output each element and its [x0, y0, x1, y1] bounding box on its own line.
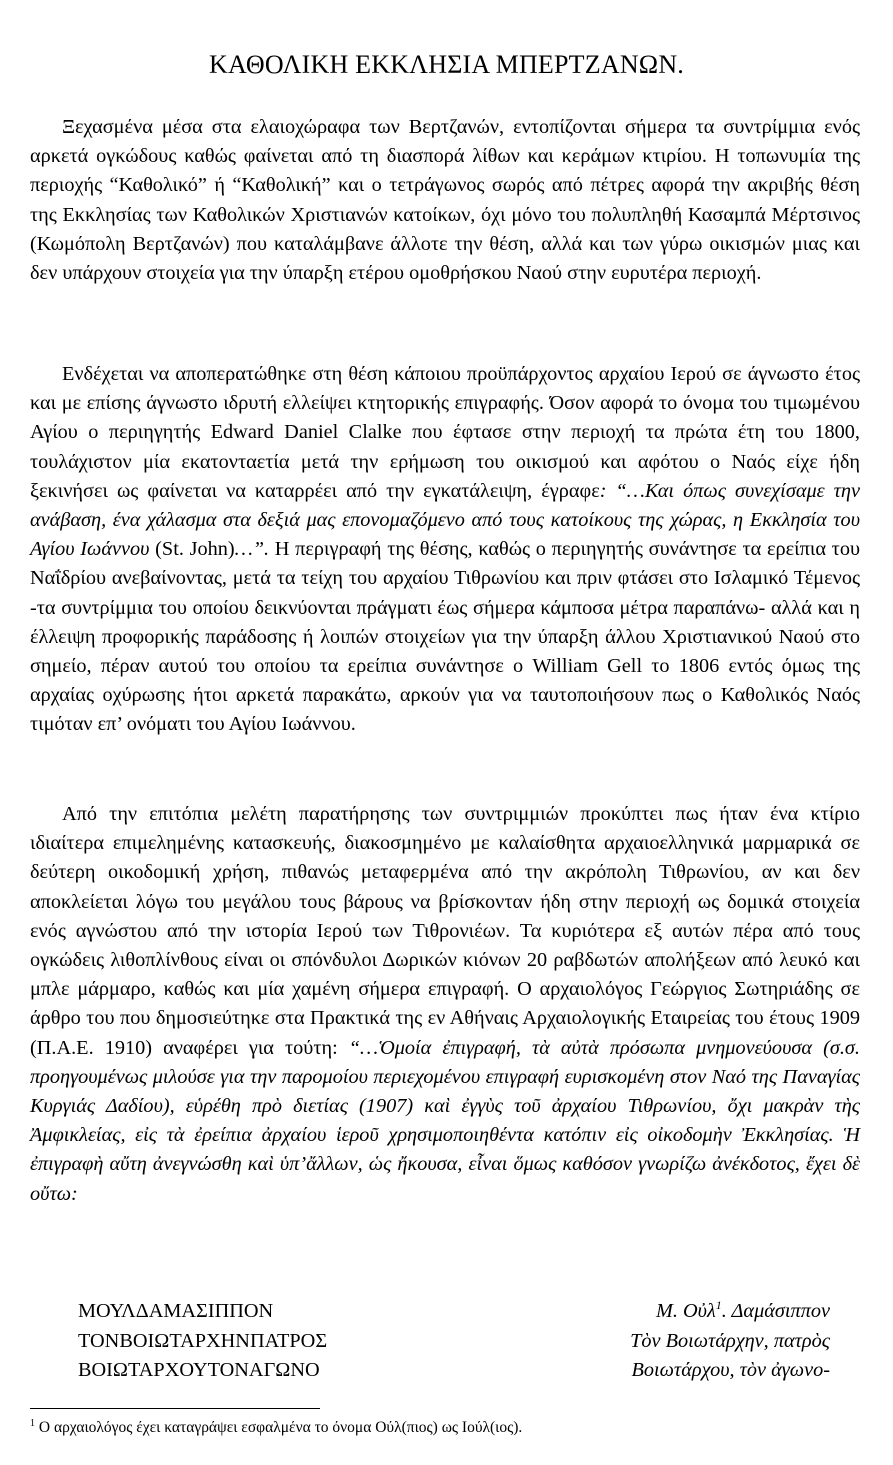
transcription-line-2: Τὸν Βοιωτάρχην, πατρὸς [630, 1329, 830, 1352]
sotiriadis-quote: “…Ὁμοία ἐπιγραφή, τὰ αὐτὰ πρόσωπα μνημονεύουσα (σ.σ. προηγουμένως μιλούσε για την παρομοίου περιεχομένου επιγραφή ευρισκομένη στον Ναό της Παναγίας Κυργιάς Δαδίου), εὑρέθη πρὸ διετίας (1907) καὶ ἐγγὺς τοῦ ἀρχαίου Τιθρωνίου, ὄχι μακρὰν τὴς Ἀμφικλείας, εἰς τὰ ἐρείπια ἀρχαίου ἱεροῦ χρησιμοποιηθέντα κατόπιν εἰς οἰκοδομὴν Ἐκκλησίας. Ἡ ἐπιγραφὴ αὔτη ἀνεγνώσθη καὶ ὑπ’ἄλλων, ὡς ἤκουσα, εἶναι ὅμως καθόσον γνωρίζω ἀνέκδοτος, ἔχει δὲ οὔτω: [30, 1036, 860, 1205]
inscription-line-1: ΜΟΥΛΔΑΜΑΣΙΠΠΟΝ [78, 1300, 274, 1322]
inscription-transcription [630, 1297, 830, 1386]
clarke-quote: : “…Και όπως συνεχίσαμε την ανάβαση, ένα χάλασμα στα δεξιά μας επονομαζόμενο από τους κατοίκους της χώρας, η Εκκλησία του Αγίου Ιωάννου [30, 479, 860, 561]
footnote-divider [30, 1408, 320, 1409]
paragraph-2 [30, 360, 860, 740]
st-john-text: (St. John) [149, 538, 235, 561]
footnote-marker: 1 [30, 1417, 35, 1429]
page-title: ΚΑΘΟΛΙΚΗ ΕΚΚΛΗΣΙΑ ΜΠΕΡΤΖΑΝΩΝ. [208, 50, 684, 79]
inscription-original [78, 1297, 327, 1386]
transcription-line-1-start: Μ. Οὐλ [655, 1300, 716, 1322]
paragraph-2-text: Ενδέχεται να αποπερατώθηκε στη θέση κάποιου προϋπάρχοντος αρχαίου Ιερού σε άγνωστο έτος και με επίσης άγνωστο ιδρυτή ελλείψει κτητορικής επιγραφής. Όσον αφορά το όνομα του τιμωμένου Αγίου ο περιηγητής Edward Daniel Clalke που έφτασε στην περιοχή τα πρώτα έτη του 1800, τουλάχιστον μία εκατονταετία μετά την ερήμωση του οικισμού και αφότου ο Ναός είχε ήδη ξεκινήσει ως φαίνεται να καταρρέει από την εγκατάλειψη, έγραφε [30, 363, 860, 502]
paragraph-3-text: Από την επιτόπια μελέτη παρατήρησης των συντριμμιών προκύπτει πως ήταν ένα κτίριο ιδιαίτερα επιμελημένης κατασκευής, διακοσμημένο με καλαίσθητα αρχαιοελληνικά μαρμαρικά σε δεύτερη οικοδομική χρήση, πιθανώς μεταφερμένα από την ακρόπολη Τιθρωνίου, αν και δεν αποκλείεται λόγω του μεγάλου τους βάρους να βρίσκονταν ήδη στην περιοχή ως δομικά στοιχεία ενός αγνώστου από την ιστορία Ιερού των Τιθρονιέων. Τα κυριότερα εξ αυτών πέρα από τους ογκώδεις λιθοπλίνθους είναι οι σπόνδυλοι Δωρικών κιόνων 20 ραβδωτών απολήξεων από λευκό και μπλε μάρμαρο, καθώς και μία χαμένη σήμερα επιγραφή. Ο αρχαιολόγος Γεώργιος Σωτηριάδης σε άρθρο του που δημοσιεύτηκε στα Πρακτικά της εν Αθήναις Αρχαιολογικής Εταιρείας του έτους 1909 (Π.Α.Ε. 1910) αναφέρει για τούτη: [30, 803, 860, 1059]
transcription-line-1-end: . Δαμάσιππον [721, 1300, 830, 1322]
transcription-line-1 [630, 1297, 830, 1327]
paragraph-3 [30, 800, 860, 1209]
footnote-reference[interactable]: 1 [715, 1298, 722, 1313]
transcription-line-3: Βοιωτάρχου, τὸν ἀγωνο- [631, 1359, 830, 1381]
inscription-line-2: ΤΟΝΒΟΙΩΤΑΡΧΗΝΠΑΤΡΟΣ [78, 1329, 328, 1352]
paragraph-2-continued: Η περιγραφή της θέσης, καθώς ο περιηγητής συνάντησε τα ερείπια του Ναΐδρίου ανεβαίνοντας, μετά τα τείχη του αρχαίου Τιθρωνίου και πριν φτάσει στο Ισλαμικό Τέμενος -τα συντρίμμια του οποίου δεικνύονται πράγματι έως σήμερα κάμποσα μέτρα παραπάνω- αλλά και η έλλειψη προφορικής παράδοσης ή λοιπών στοιχείων για την ύπαρξη άλλου Χριστιανικού Ναού στο σημείο, πέραν αυτού του οποίου τα ερείπια συνάντησε ο William Gell το 1806 εντός όμως της αρχαίας οχύρωσης ήτοι αρκετά παρακάτω, αρκούν για να ταυτοποιήσουν πως ο Καθολικός Ναός τιμόταν επ’ ονόματι του Αγίου Ιωάννου. [30, 538, 861, 736]
footnote [30, 1418, 522, 1438]
paragraph-1: Ξεχασμένα μέσα στα ελαιοχώραφα των Βερτζανών, εντοπίζονται σήμερα τα συντρίμμια ενός αρκετά ογκώδους καθώς φαίνεται από τη διασπορά λίθων και κεράμων κτιρίου. Η τοπωνυμία της περιοχής “Καθολικό” ή “Καθολική” και ο τετράγωνος σωρός από πέτρες αφορά την ακριβής θέση της Εκκλησίας των Καθολικών Χριστιανών κατοίκων, όχι μόνο του πολυπληθή Κασαμπά Μέρτσινος (Κωμόπολη Βερτζανών) που καταλάμβανε άλλοτε την θέση, αλλά και των γύρω οικισμών μιας και δεν υπάρχουν στοιχεία για την ύπαρξη ετέρου ομοθρήσκου Ναού στην ευρυτέρα περιοχή. [30, 116, 860, 285]
clarke-quote-end: …”. [234, 538, 270, 561]
inscription-line-3: ΒΟΙΩΤΑΡΧΟΥΤΟΝΑΓΩΝΟ [78, 1359, 320, 1381]
footnote-text: Ο αρχαιολόγος έχει καταγράψει εσφαλμένα το όνομα Ούλ(πιος) ως Ιούλ(ιος). [35, 1419, 523, 1436]
